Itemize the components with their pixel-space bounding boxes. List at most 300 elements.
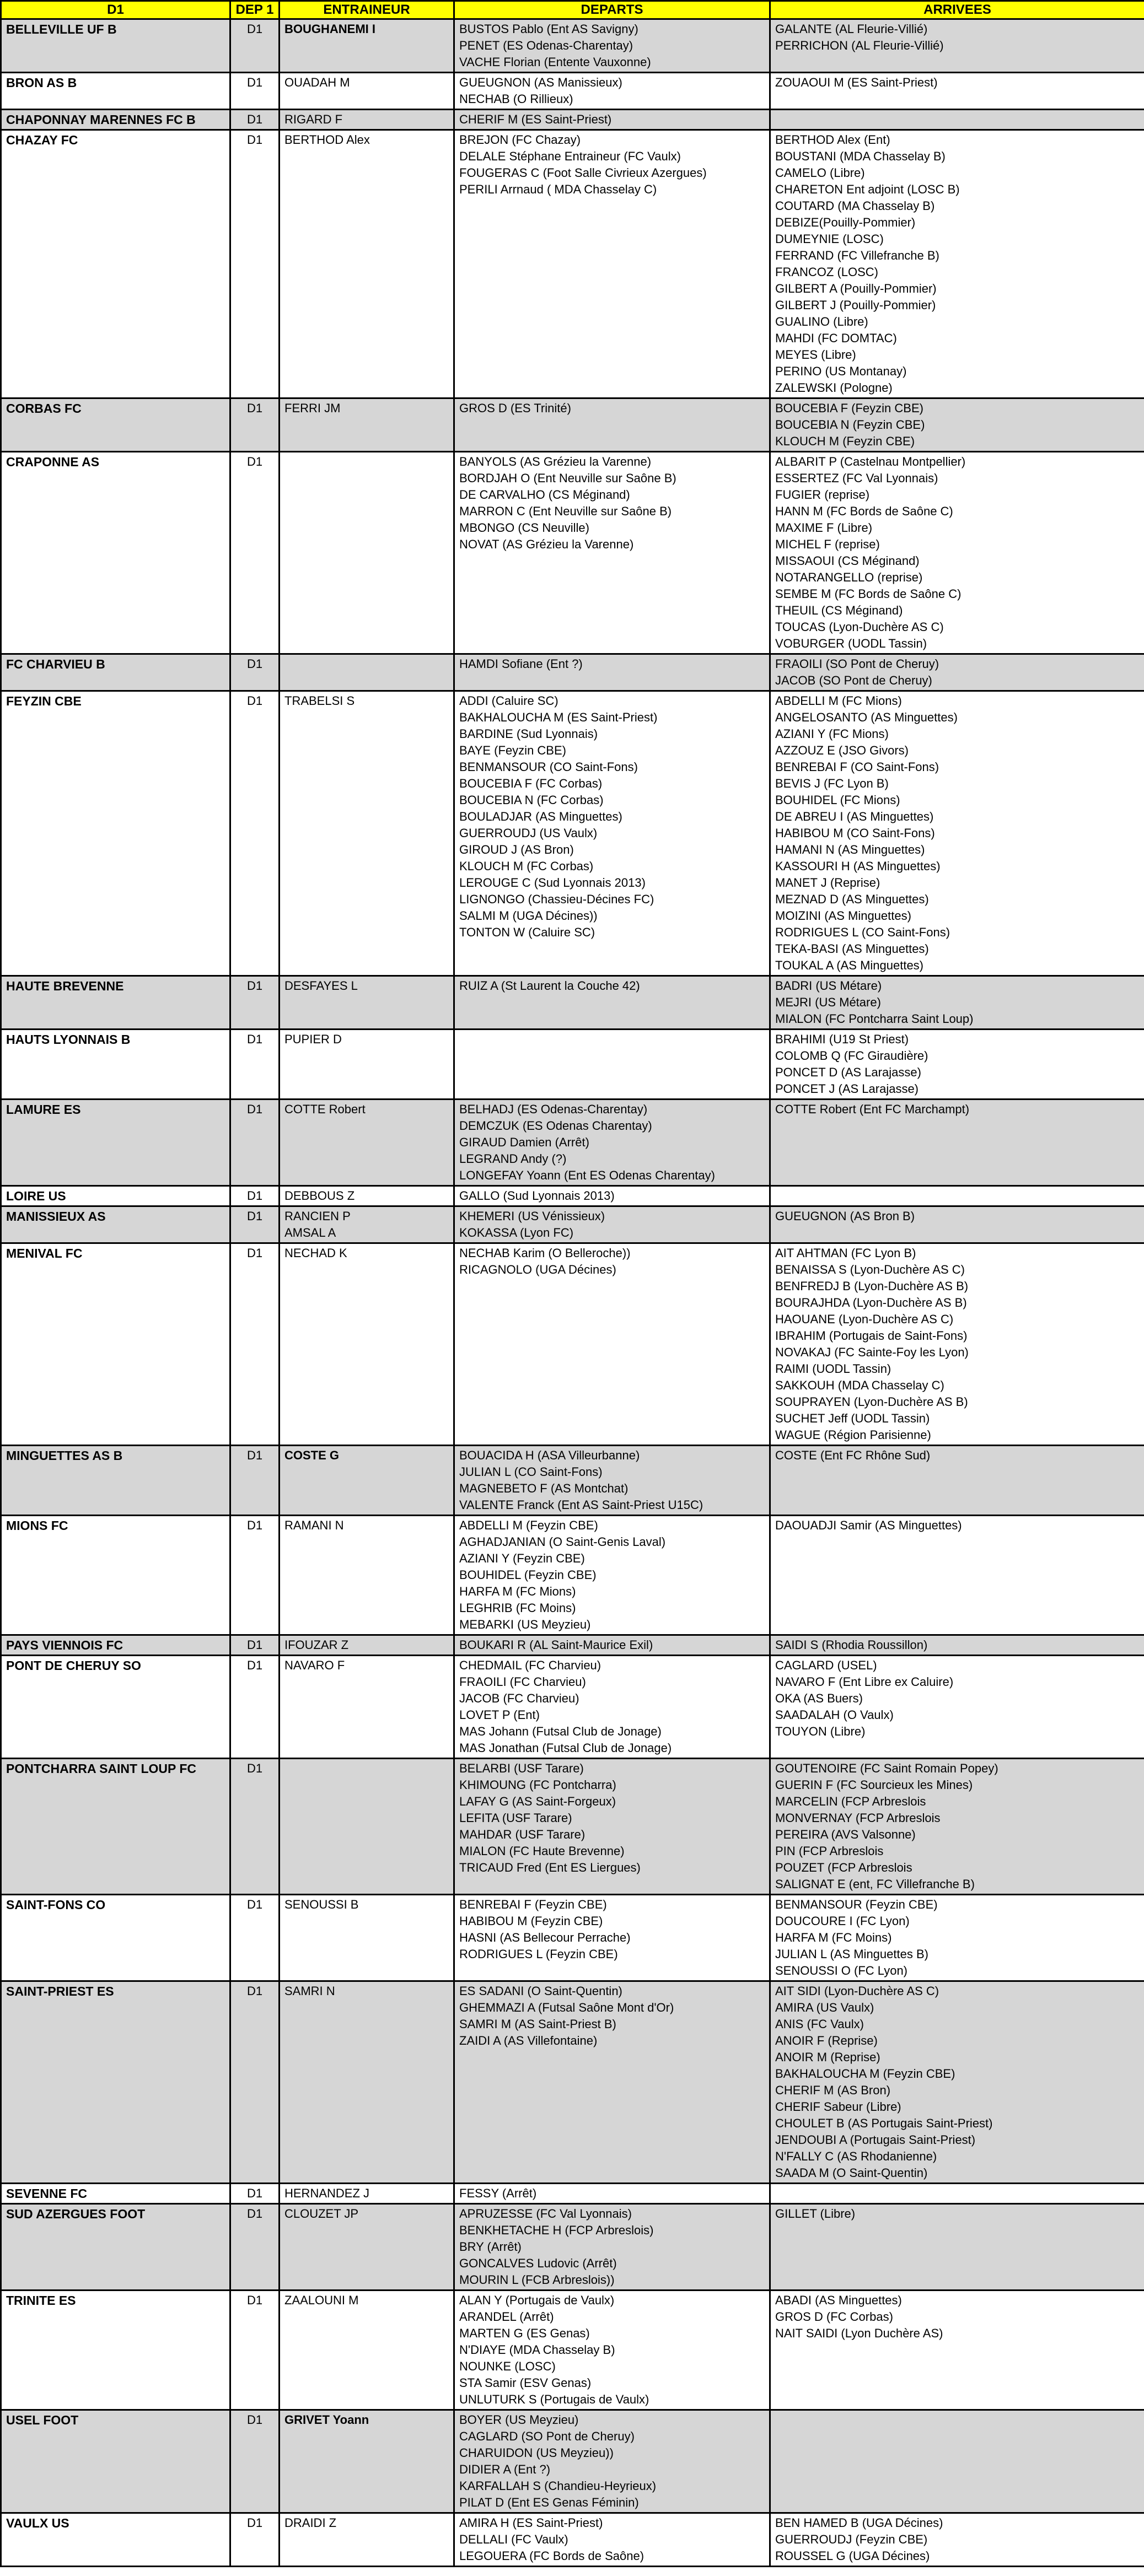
player-departure: KHEMERI (US Vénissieux) [459,1209,605,1223]
coach-name: AMSAL A [284,1226,336,1240]
division-cell: D1 [230,398,280,452]
player-arrival: COUTARD (MA Chasselay B) [775,199,935,213]
departs-cell [454,452,770,654]
player-departure: LOVET P (Ent) [459,1708,540,1722]
player-arrival: GOUTENOIRE (FC Saint Romain Popey) [775,1761,998,1775]
table-row [1,1981,1144,2184]
table-row [1,1759,1144,1895]
coach-cell [280,110,454,130]
arrivees-cell [770,1656,1144,1759]
table-row [1,452,1144,654]
coach-name: IFOUZAR Z [284,1638,349,1652]
player-departure: TRICAUD Fred (Ent ES Liergues) [459,1861,641,1874]
player-arrival: HABIBOU M (CO Saint-Fons) [775,826,935,840]
player-arrival: DUMEYNIE (LOSC) [775,232,884,246]
player-arrival: THEUIL (CS Méginand) [775,603,903,617]
coach-cell [280,691,454,976]
player-departure: ALAN Y (Portugais de Vaulx) [459,2293,615,2307]
player-departure: MIALON (FC Haute Brevenne) [459,1844,625,1858]
division-cell: D1 [230,2513,280,2567]
player-arrival: ZOUAOUI M (ES Saint-Priest) [775,76,938,89]
coach-cell [280,1100,454,1186]
player-arrival: SOUPRAYEN (Lyon-Duchère AS B) [775,1395,968,1409]
table-row [1,19,1144,73]
club-cell: USEL FOOT [1,2410,230,2513]
player-departure: ZAIDI A (AS Villefontaine) [459,2034,598,2047]
player-departure: GONCALVES Ludovic (Arrêt) [459,2256,617,2270]
player-arrival: ANIS (FC Vaulx) [775,2017,864,2031]
departs-cell [454,19,770,73]
table-row [1,2513,1144,2567]
player-departure: HABIBOU M (Feyzin CBE) [459,1914,603,1928]
player-arrival: MONVERNAY (FCP Arbreslois [775,1811,941,1825]
player-arrival: COSTE (Ent FC Rhône Sud) [775,1448,931,1462]
club-cell: FEYZIN CBE [1,691,230,976]
player-arrival: FRAOILI (SO Pont de Cheruy) [775,657,939,671]
departs-cell [454,976,770,1030]
coach-cell [280,2513,454,2567]
table-row [1,398,1144,452]
player-departure: BOUHIDEL (Feyzin CBE) [459,1568,597,1582]
player-arrival: DAOUADJI Samir (AS Minguettes) [775,1518,962,1532]
player-arrival: BOUSTANI (MDA Chasselay B) [775,149,946,163]
player-departure: BENKHETACHE H (FCP Arbreslois) [459,2223,654,2237]
departs-cell [454,2184,770,2204]
table-row [1,976,1144,1030]
header-row [1,1,1144,19]
arrivees-cell [770,2184,1144,2204]
division-cell: D1 [230,976,280,1030]
player-arrival: OKA (AS Buers) [775,1691,863,1705]
club-cell: PONTCHARRA SAINT LOUP FC [1,1759,230,1895]
player-departure: BENREBAI F (Feyzin CBE) [459,1898,607,1911]
table-row [1,2291,1144,2410]
player-arrival: VOBURGER (UODL Tassin) [775,637,927,650]
player-arrival: BERTHOD Alex (Ent) [775,133,890,147]
player-arrival: CAGLARD (USEL) [775,1658,877,1672]
departs-cell [454,2410,770,2513]
club-cell: BRON AS B [1,73,230,110]
player-departure: BOULADJAR (AS Minguettes) [459,810,622,823]
player-departure: AGHADJANIAN (O Saint-Genis Laval) [459,1535,666,1549]
departs-cell [454,1243,770,1446]
table-row [1,1030,1144,1100]
player-departure: BOUCEBIA N (FC Corbas) [459,793,604,807]
player-arrival: TOUYON (Libre) [775,1724,866,1738]
arrivees-cell [770,1030,1144,1100]
player-departure: DIDIER A (Ent ?) [459,2462,551,2476]
column-header-departs: DEPARTS [454,1,770,19]
player-departure: BELARBI (USF Tarare) [459,1761,584,1775]
player-arrival: SALIGNAT E (ent, FC Villefranche B) [775,1877,975,1891]
player-departure: FESSY (Arrêt) [459,2186,537,2200]
player-arrival: AZIANI Y (FC Mions) [775,727,889,741]
player-departure: FRAOILI (FC Charvieu) [459,1675,586,1689]
club-cell: PONT DE CHERUY SO [1,1656,230,1759]
player-departure: BREJON (FC Chazay) [459,133,581,147]
coach-name: NAVARO F [284,1658,345,1672]
player-departure: SALMI M (UGA Décines)) [459,909,598,923]
table-row [1,130,1144,398]
player-departure: BOUKARI R (AL Saint-Maurice Exil) [459,1638,653,1652]
division-cell: D1 [230,110,280,130]
departs-cell [454,2291,770,2410]
player-arrival: SAADALAH (O Vaulx) [775,1708,894,1722]
player-departure: MOURIN L (FCB Arbreslois)) [459,2273,615,2287]
player-departure: BOUACIDA H (ASA Villeurbanne) [459,1448,640,1462]
coach-cell [280,1516,454,1635]
coach-name: PUPIER D [284,1032,342,1046]
arrivees-cell [770,1895,1144,1981]
club-cell: LAMURE ES [1,1100,230,1186]
division-cell: D1 [230,1516,280,1635]
player-arrival: CHARETON Ent adjoint (LOSC B) [775,182,960,196]
arrivees-cell [770,1981,1144,2184]
player-arrival: GUERROUDJ (Feyzin CBE) [775,2532,928,2546]
player-departure: RICAGNOLO (UGA Décines) [459,1263,616,1276]
player-arrival: MARCELIN (FCP Arbreslois [775,1794,926,1808]
player-departure: DELALE Stéphane Entraineur (FC Vaulx) [459,149,681,163]
player-arrival: TOUKAL A (AS Minguettes) [775,958,924,972]
table-row [1,654,1144,691]
table-row [1,1635,1144,1656]
coach-name: RANCIEN P [284,1209,351,1223]
player-departure: ARANDEL (Arrêt) [459,2310,554,2324]
player-departure: GUEUGNON (AS Manissieux) [459,76,622,89]
departs-cell [454,2204,770,2291]
player-departure: MAS Johann (Futsal Club de Jonage) [459,1724,662,1738]
player-departure: APRUZESSE (FC Val Lyonnais) [459,2207,632,2221]
club-cell: VAULX US [1,2513,230,2567]
player-arrival: BEN HAMED B (UGA Décines) [775,2516,943,2530]
club-cell: BELLEVILLE UF B [1,19,230,73]
club-cell: FC CHARVIEU B [1,654,230,691]
arrivees-cell [770,452,1144,654]
coach-name: GRIVET Yoann [284,2413,369,2427]
player-arrival: FUGIER (reprise) [775,488,870,502]
player-departure: AZIANI Y (Feyzin CBE) [459,1551,585,1565]
coach-name: OUADAH M [284,76,350,89]
coach-cell [280,73,454,110]
departs-cell [454,110,770,130]
player-arrival: SAKKOUH (MDA Chasselay C) [775,1378,944,1392]
player-arrival: GALANTE (AL Fleurie-Villié) [775,22,928,36]
club-cell: SAINT-FONS CO [1,1895,230,1981]
departs-cell [454,73,770,110]
player-departure: MAGNEBETO F (AS Montchat) [459,1481,629,1495]
division-cell: D1 [230,130,280,398]
coach-name: NECHAD K [284,1246,347,1260]
player-arrival: FRANCOZ (LOSC) [775,265,878,279]
arrivees-cell [770,1516,1144,1635]
player-departure: STA Samir (ESV Genas) [459,2376,592,2390]
player-arrival: BADRI (US Métare) [775,979,882,993]
player-arrival: DEBIZE(Pouilly-Pommier) [775,215,916,229]
player-departure: KOKASSA (Lyon FC) [459,1226,574,1240]
coach-cell [280,1186,454,1206]
table-row [1,110,1144,130]
division-cell: D1 [230,1206,280,1243]
arrivees-cell [770,1446,1144,1516]
player-arrival: GUERIN F (FC Sourcieux les Mines) [775,1778,973,1792]
column-header-coach: ENTRAINEUR [280,1,454,19]
division-cell: D1 [230,1635,280,1656]
table-row [1,2204,1144,2291]
coach-cell [280,1030,454,1100]
arrivees-cell [770,2513,1144,2567]
club-cell: SAINT-PRIEST ES [1,1981,230,2184]
player-arrival: ABDELLI M (FC Mions) [775,694,902,708]
player-departure: GALLO (Sud Lyonnais 2013) [459,1189,615,1203]
table-row [1,2410,1144,2513]
player-departure: TONTON W (Caluire SC) [459,925,595,939]
player-departure: LAFAY G (AS Saint-Forgeux) [459,1794,616,1808]
player-departure: MAS Jonathan (Futsal Club de Jonage) [459,1741,672,1755]
coach-name: DESFAYES L [284,979,358,993]
player-departure: ABDELLI M (Feyzin CBE) [459,1518,598,1532]
player-arrival: MANET J (Reprise) [775,876,880,890]
coach-name: BERTHOD Alex [284,133,370,147]
table-row [1,2184,1144,2204]
player-arrival: ROUSSEL G (UGA Décines) [775,2549,930,2563]
player-departure: CHEDMAIL (FC Charvieu) [459,1658,601,1672]
coach-name: RIGARD F [284,112,343,126]
player-departure: GIROUD J (AS Bron) [459,843,574,856]
player-departure: BELHADJ (ES Odenas-Charentay) [459,1102,648,1116]
departs-cell [454,1030,770,1100]
player-arrival: SAADA M (O Saint-Quentin) [775,2166,928,2180]
coach-cell [280,1981,454,2184]
coach-name: BOUGHANEMI I [284,22,375,36]
player-departure: NECHAB (O Rillieux) [459,92,573,106]
club-cell: SUD AZERGUES FOOT [1,2204,230,2291]
player-arrival: ANOIR M (Reprise) [775,2050,880,2064]
player-arrival: SENOUSSI O (FC Lyon) [775,1964,908,1977]
player-departure: ES SADANI (O Saint-Quentin) [459,1984,622,1998]
player-arrival: HARFA M (FC Moins) [775,1931,892,1944]
player-arrival: SAIDI S (Rhodia Roussillon) [775,1638,928,1652]
player-departure: CHERIF M (ES Saint-Priest) [459,112,612,126]
coach-name: HERNANDEZ J [284,2186,370,2200]
player-departure: MARTEN G (ES Genas) [459,2326,590,2340]
division-cell: D1 [230,1186,280,1206]
player-departure: BOUCEBIA F (FC Corbas) [459,777,603,790]
coach-name: FERRI JM [284,401,341,415]
table-row [1,1186,1144,1206]
table-row [1,1656,1144,1759]
division-cell: D1 [230,1656,280,1759]
club-cell: MENIVAL FC [1,1243,230,1446]
arrivees-cell [770,19,1144,73]
club-cell: MIONS FC [1,1516,230,1635]
player-arrival: MEJRI (US Métare) [775,995,881,1009]
player-departure: ADDI (Caluire SC) [459,694,558,708]
player-departure: BAYE (Feyzin CBE) [459,743,566,757]
player-arrival: ESSERTEZ (FC Val Lyonnais) [775,471,938,485]
player-arrival: COLOMB Q (FC Giraudière) [775,1049,928,1063]
coach-cell [280,1446,454,1516]
player-arrival: RODRIGUES L (CO Saint-Fons) [775,925,950,939]
departs-cell [454,654,770,691]
player-arrival: MISSAOUI (CS Méginand) [775,554,920,568]
arrivees-cell [770,654,1144,691]
player-arrival: HAMANI N (AS Minguettes) [775,843,925,856]
departs-cell [454,1516,770,1635]
player-departure: NOUNKE (LOSC) [459,2359,556,2373]
player-arrival: KLOUCH M (Feyzin CBE) [775,434,915,448]
table-row [1,73,1144,110]
division-cell: D1 [230,691,280,976]
player-arrival: ANOIR F (Reprise) [775,2034,878,2047]
player-departure: UNLUTURK S (Portugais de Vaulx) [459,2392,649,2406]
arrivees-cell [770,1635,1144,1656]
player-departure: MARRON C (Ent Neuville sur Saône B) [459,504,672,518]
coach-cell [280,1759,454,1895]
player-arrival: ALBARIT P (Castelnau Montpellier) [775,455,966,468]
player-arrival: ZALEWSKI (Pologne) [775,381,893,395]
player-arrival: AZZOUZ E (JSO Givors) [775,743,909,757]
player-arrival: GROS D (FC Corbas) [775,2310,893,2324]
player-departure: PENET (ES Odenas-Charentay) [459,39,633,52]
arrivees-cell [770,1186,1144,1206]
player-arrival: MOIZINI (AS Minguettes) [775,909,911,923]
player-departure: VALENTE Franck (Ent AS Saint-Priest U15C) [459,1498,703,1512]
coach-cell [280,654,454,691]
player-arrival: BOUCEBIA F (Feyzin CBE) [775,401,923,415]
player-departure: CAGLARD (SO Pont de Cheruy) [459,2429,635,2443]
departs-cell [454,1635,770,1656]
player-departure: BENMANSOUR (CO Saint-Fons) [459,760,638,774]
departs-cell [454,1446,770,1516]
player-departure: HASNI (AS Bellecour Perrache) [459,1931,631,1944]
arrivees-cell [770,976,1144,1030]
club-cell: LOIRE US [1,1186,230,1206]
table-row [1,691,1144,976]
arrivees-cell [770,2291,1144,2410]
player-arrival: GUEUGNON (AS Bron B) [775,1209,915,1223]
player-arrival: ANGELOSANTO (AS Minguettes) [775,710,958,724]
table-row [1,1446,1144,1516]
player-departure: LEGOUERA (FC Bords de Saône) [459,2549,644,2563]
player-departure: GROS D (ES Trinité) [459,401,571,415]
player-departure: CHARUIDON (US Meyzieu)) [459,2446,614,2460]
player-arrival: RAIMI (UODL Tassin) [775,1362,891,1376]
player-departure: AMIRA H (ES Saint-Priest) [459,2516,603,2530]
player-departure: DELLALI (FC Vaulx) [459,2532,568,2546]
departs-cell [454,1759,770,1895]
player-departure: GHEMMAZI A (Futsal Saône Mont d'Or) [459,2001,674,2014]
player-departure: VACHE Florian (Entente Vauxonne) [459,55,651,69]
player-arrival: TEKA-BASI (AS Minguettes) [775,942,929,956]
player-arrival: BEVIS J (FC Lyon B) [775,777,889,790]
player-arrival: PEREIRA (AVS Valsonne) [775,1828,916,1841]
division-cell: D1 [230,1759,280,1895]
departs-cell [454,1981,770,2184]
player-departure: BORDJAH O (Ent Neuville sur Saône B) [459,471,676,485]
player-arrival: BRAHIMI (U19 St Priest) [775,1032,909,1046]
player-arrival: NOVAKAJ (FC Sainte-Foy les Lyon) [775,1345,969,1359]
player-arrival: CHERIF M (AS Bron) [775,2083,891,2097]
player-departure: HAMDI Sofiane (Ent ?) [459,657,583,671]
coach-cell [280,452,454,654]
player-arrival: BENREBAI F (CO Saint-Fons) [775,760,939,774]
player-departure: GUERROUDJ (US Vaulx) [459,826,598,840]
division-cell: D1 [230,19,280,73]
division-cell: D1 [230,1030,280,1100]
division-cell: D1 [230,2410,280,2513]
player-arrival: CHOULET B (AS Portugais Saint-Priest) [775,2116,993,2130]
player-arrival: TOUCAS (Lyon-Duchère AS C) [775,620,944,634]
player-departure: DEMCZUK (ES Odenas Charentay) [459,1119,652,1133]
column-header-division: D1 [1,1,230,19]
arrivees-cell [770,110,1144,130]
coach-cell [280,2291,454,2410]
division-cell: D1 [230,2184,280,2204]
player-arrival: JACOB (SO Pont de Cheruy) [775,673,932,687]
table-row [1,1243,1144,1446]
player-departure: HARFA M (FC Mions) [459,1585,576,1598]
table-row [1,1516,1144,1635]
player-departure: BOYER (US Meyzieu) [459,2413,579,2427]
player-arrival: HANN M (FC Bords de Saône C) [775,504,953,518]
division-cell: D1 [230,1243,280,1446]
player-departure: MBONGO (CS Neuville) [459,521,589,535]
division-cell: D1 [230,452,280,654]
departs-cell [454,1206,770,1243]
arrivees-cell [770,1100,1144,1186]
player-departure: N'DIAYE (MDA Chasselay B) [459,2343,615,2357]
player-arrival: JENDOUBI A (Portugais Saint-Priest) [775,2133,976,2147]
player-arrival: COTTE Robert (Ent FC Marchampt) [775,1102,970,1116]
coach-cell [280,1206,454,1243]
player-arrival: GUALINO (Libre) [775,315,868,328]
player-departure: LEROUGE C (Sud Lyonnais 2013) [459,876,646,890]
club-cell: HAUTE BREVENNE [1,976,230,1030]
player-departure: BRY (Arrêt) [459,2240,522,2254]
player-arrival: MAXIME F (Libre) [775,521,873,535]
player-departure: PERILI Arrnaud ( MDA Chasselay C) [459,182,657,196]
player-arrival: BENFREDJ B (Lyon-Duchère AS B) [775,1279,969,1293]
player-arrival: PONCET J (AS Larajasse) [775,1082,919,1096]
player-arrival: MEZNAD D (AS Minguettes) [775,892,929,906]
player-arrival: BOURAJHDA (Lyon-Duchère AS B) [775,1296,967,1309]
arrivees-cell [770,691,1144,976]
club-cell: TRINITE ES [1,2291,230,2410]
division-cell: D1 [230,1981,280,2184]
player-arrival: BAKHALOUCHA M (Feyzin CBE) [775,2067,955,2081]
arrivees-cell [770,398,1144,452]
player-arrival: PERINO (US Montanay) [775,364,907,378]
division-cell: D1 [230,654,280,691]
club-cell: MINGUETTES AS B [1,1446,230,1516]
player-arrival: SUCHET Jeff (UODL Tassin) [775,1411,930,1425]
player-arrival: NAIT SAIDI (Lyon Duchère AS) [775,2326,943,2340]
player-departure: LEFITA (USF Tarare) [459,1811,572,1825]
player-departure: KHIMOUNG (FC Pontcharra) [459,1778,616,1792]
arrivees-cell [770,130,1144,398]
player-arrival: AIT SIDI (Lyon-Duchère AS C) [775,1984,939,1998]
arrivees-cell [770,1206,1144,1243]
player-arrival: MAHDI (FC DOMTAC) [775,331,897,345]
player-departure: FOUGERAS C (Foot Salle Civrieux Azergues) [459,166,707,180]
arrivees-cell [770,73,1144,110]
player-departure: RUIZ A (St Laurent la Couche 42) [459,979,640,993]
coach-name: SAMRI N [284,1984,335,1998]
player-arrival: HAOUANE (Lyon-Duchère AS C) [775,1312,954,1326]
departs-cell [454,1656,770,1759]
division-cell: D1 [230,73,280,110]
player-arrival: DOUCOURE I (FC Lyon) [775,1914,910,1928]
